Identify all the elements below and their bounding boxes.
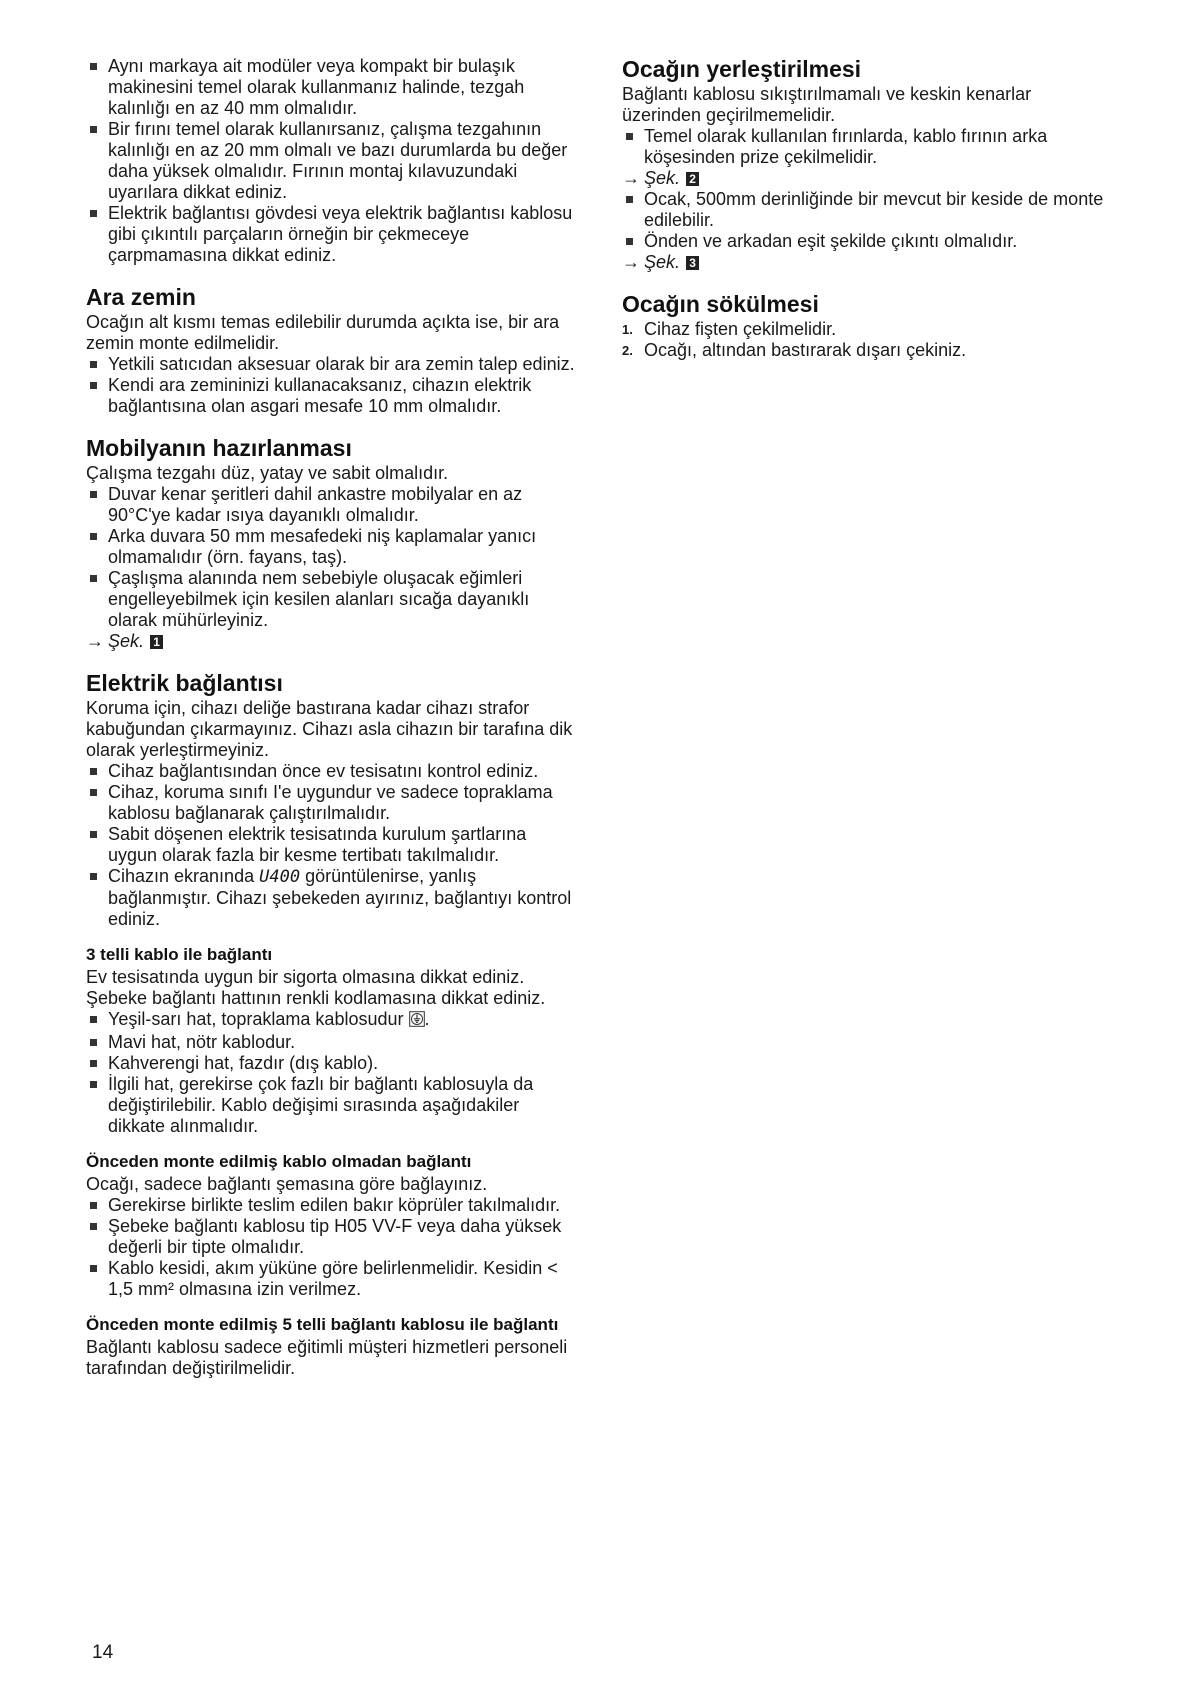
step-number: 1. bbox=[622, 322, 633, 337]
list-item: Elektrik bağlantısı gövdesi veya elektrik bağlantısı kablosu gibi çıkıntılı parçaların örneğin bir çekmeceye çarpmamasına dikkat ediniz. bbox=[86, 203, 576, 266]
ground-bullet-text: Yeşil-sarı hat, topraklama kablosudur bbox=[108, 1009, 404, 1029]
section-heading: Ocağın yerleştirilmesi bbox=[622, 56, 862, 82]
list-item: Bir fırını temel olarak kullanırsanız, çalışma tezgahının kalınlığı en az 20 mm olmalı ve bazı durumlarda bu değer daha yüksek olmalıdır. Fırının montaj kılavuzundaki uyarılara dikkat ediniz. bbox=[86, 119, 576, 203]
list-item bbox=[622, 319, 1112, 340]
list-item: Duvar kenar şeritleri dahil ankastre mobilyalar en az 90°C'ye kadar ısıya dayanıklı olmalıdır. bbox=[86, 484, 576, 526]
elektrik-section bbox=[86, 670, 576, 1379]
section-heading: Mobilyanın hazırlanması bbox=[86, 435, 352, 461]
step-number: 2. bbox=[622, 343, 633, 358]
section-text: Çalışma tezgahı düz, yatay ve sabit olmalıdır. bbox=[86, 463, 449, 483]
section-text: Ev tesisatında uygun bir sigorta olmasına dikkat ediniz. bbox=[86, 967, 525, 987]
subsection-heading: 3 telli kablo ile bağlantı bbox=[86, 945, 273, 964]
section-text: Bağlantı kablosu sadece eğitimli müşteri hizmetleri personeli tarafından değiştirilmelidir. bbox=[86, 1337, 568, 1378]
list-item: Ocak, 500mm derinliğinde bir mevcut bir keside de monte edilebilir. bbox=[622, 189, 1112, 231]
list-item: Aynı markaya ait modüler veya kompakt bir bulaşık makinesini temel olarak kullanmanız halinde, tezgah kalınlığı en az 40 mm olmalıdır. bbox=[86, 56, 576, 119]
list-item bbox=[86, 866, 576, 930]
right-column bbox=[622, 56, 1112, 379]
section-text: Ocağın alt kısmı temas edilebilir durumda açıkta ise, bir ara zemin monte edilmelidir. bbox=[86, 312, 560, 353]
arrow-icon: → bbox=[622, 168, 640, 188]
figure-label: Şek. bbox=[644, 168, 681, 188]
figure-number-badge: 2 bbox=[686, 172, 699, 186]
bullet-list bbox=[86, 354, 576, 417]
ara-zemin-section bbox=[86, 284, 576, 417]
code-bullet-post: görüntülenirse, yanlış bağlanmıştır. Cihazı şebekeden ayırınız, bağlantıyı kontrol ediniz. bbox=[108, 866, 572, 929]
yerlestirme-section bbox=[622, 56, 1112, 273]
bullet-list bbox=[86, 1009, 576, 1137]
figure-reference bbox=[622, 168, 1112, 189]
list-item: Sabit döşenen elektrik tesisatında kurulum şartlarına uygun olarak fazla bir kesme tertibatı takılmalıdır. bbox=[86, 824, 576, 866]
list-item: Temel olarak kullanılan fırınlarda, kablo fırının arka köşesinden prize çekilmelidir. bbox=[622, 126, 1112, 168]
step-text: Ocağı, altından bastırarak dışarı çekiniz. bbox=[644, 340, 967, 360]
list-item: Mavi hat, nötr kablodur. bbox=[86, 1032, 576, 1053]
list-item: İlgili hat, gerekirse çok fazlı bir bağlantı kablosuyla da değiştirilebilir. Kablo değişimi sırasında aşağıdakiler dikkate alınmalıdır. bbox=[86, 1074, 576, 1137]
list-item: Çaşlışma alanında nem sebebiyle oluşacak eğimleri engelleyebilmek için kesilen alanları sıcağa dayanıklı olarak mühürleyiniz. bbox=[86, 568, 576, 631]
bullet-list bbox=[622, 126, 1112, 168]
bullet-list bbox=[86, 761, 576, 930]
list-item: Cihaz bağlantısından önce ev tesisatını kontrol ediniz. bbox=[86, 761, 576, 782]
bullet-list bbox=[622, 189, 1112, 252]
list-item: Şebeke bağlantı kablosu tip H05 VV-F veya daha yüksek değerli bir tipte olmalıdır. bbox=[86, 1216, 576, 1258]
list-item: Arka duvara 50 mm mesafedeki niş kaplamalar yanıcı olmamalıdır (örn. fayans, taş). bbox=[86, 526, 576, 568]
ground-symbol-icon bbox=[409, 1011, 425, 1032]
section-text: Koruma için, cihazı deliğe bastırana kadar cihazı strafor kabuğundan çıkarmayınız. Cihazı asla cihazın bir tarafına dik olarak yerleştirmeyiniz. bbox=[86, 698, 573, 760]
section-heading: Elektrik bağlantısı bbox=[86, 670, 283, 696]
list-item bbox=[622, 340, 1112, 361]
list-item: Cihaz, koruma sınıfı I'e uygundur ve sadece topraklama kablosu bağlanarak çalıştırılmalıdır. bbox=[86, 782, 576, 824]
bullet-list bbox=[86, 484, 576, 631]
subsection-heading: Önceden monte edilmiş 5 telli bağlantı kablosu ile bağlantı bbox=[86, 1315, 559, 1334]
step-text: Cihaz fişten çekilmelidir. bbox=[644, 319, 837, 339]
subsection-heading: Önceden monte edilmiş kablo olmadan bağlantı bbox=[86, 1152, 472, 1171]
section-heading: Ocağın sökülmesi bbox=[622, 291, 819, 317]
bullet-list bbox=[86, 1195, 576, 1300]
sokulmesi-section bbox=[622, 291, 1112, 361]
figure-reference bbox=[622, 252, 1112, 273]
left-column bbox=[86, 56, 576, 1397]
display-code: U400 bbox=[259, 867, 301, 887]
arrow-icon: → bbox=[622, 252, 640, 272]
figure-number-badge: 1 bbox=[150, 635, 163, 649]
figure-label: Şek. bbox=[108, 631, 145, 651]
list-item: Önden ve arkadan eşit şekilde çıkıntı olmalıdır. bbox=[622, 231, 1112, 252]
list-item: Kahverengi hat, fazdır (dış kablo). bbox=[86, 1053, 576, 1074]
code-bullet-pre: Cihazın ekranında bbox=[108, 866, 255, 886]
mobilya-section bbox=[86, 435, 576, 652]
section-text: Ocağı, sadece bağlantı şemasına göre bağlayınız. bbox=[86, 1174, 488, 1194]
section-text: Bağlantı kablosu sıkıştırılmamalı ve keskin kenarlar üzerinden geçirilmemelidir. bbox=[622, 84, 1032, 125]
list-item: Gerekirse birlikte teslim edilen bakır köprüler takılmalıdır. bbox=[86, 1195, 576, 1216]
list-item: Kablo kesidi, akım yüküne göre belirlenmelidir. Kesidin < 1,5 mm² olmasına izin verilmez. bbox=[86, 1258, 576, 1300]
section-text: Şebeke bağlantı hattının renkli kodlamasına dikkat ediniz. bbox=[86, 988, 546, 1008]
figure-reference bbox=[86, 631, 576, 652]
intro-section bbox=[86, 56, 576, 266]
figure-label: Şek. bbox=[644, 252, 681, 272]
list-item: Yetkili satıcıdan aksesuar olarak bir ara zemin talep ediniz. bbox=[86, 354, 576, 375]
list-item: Kendi ara zemininizi kullanacaksanız, cihazın elektrik bağlantısına olan asgari mesafe 10 mm olmalıdır. bbox=[86, 375, 576, 417]
numbered-list bbox=[622, 319, 1112, 361]
arrow-icon: → bbox=[86, 631, 104, 651]
list-item: Yeşil-sarı hat, topraklama kablosudur . bbox=[86, 1009, 576, 1032]
figure-number-badge: 3 bbox=[686, 256, 699, 270]
intro-bullet-list bbox=[86, 56, 576, 266]
page-number: 14 bbox=[92, 1642, 114, 1663]
section-heading: Ara zemin bbox=[86, 284, 196, 310]
